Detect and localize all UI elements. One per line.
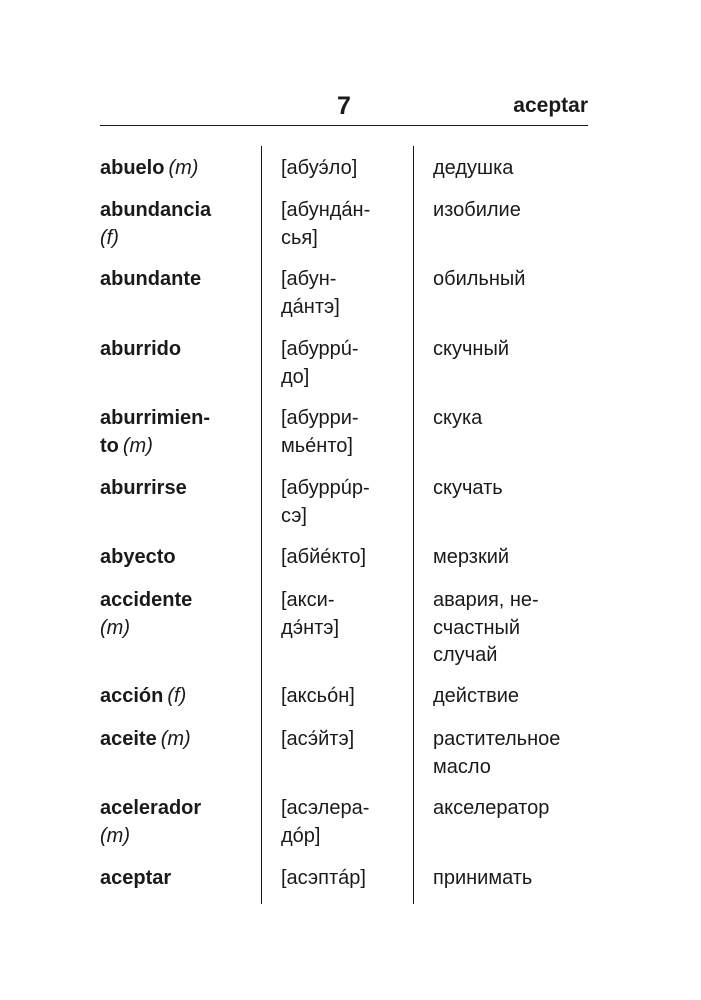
meaning-line: растительное: [433, 728, 561, 750]
transcription-line: до]: [281, 365, 310, 388]
meaning-cell: [433, 266, 593, 294]
transcription-cell: [281, 197, 409, 252]
meaning-line: принимать: [433, 867, 533, 889]
transcription-cell: [281, 336, 409, 391]
transcription-cell: [281, 587, 409, 642]
meaning-cell: [433, 795, 593, 823]
meaning-line: случай: [433, 644, 498, 666]
meaning-line: обильный: [433, 268, 526, 290]
column-divider-right: [413, 146, 414, 904]
headword-cell: [100, 155, 250, 183]
meaning-line: дедушка: [433, 157, 514, 179]
transcription-line: [абуррú-: [281, 338, 359, 360]
meaning-cell: [433, 197, 593, 225]
meaning-line: скучать: [433, 477, 503, 499]
transcription-cell: [281, 726, 409, 754]
transcription-cell: [281, 155, 409, 183]
transcription-cell: [281, 405, 409, 460]
transcription-line: [асэптáр]: [281, 867, 366, 889]
transcription-line: [абурри-: [281, 407, 359, 429]
headword: acelerador: [100, 797, 202, 819]
gender-label: (m): [168, 157, 199, 179]
headword: to: [100, 434, 119, 457]
headword: abuelo: [100, 157, 165, 179]
transcription-cell: [281, 795, 409, 850]
transcription-line: [абуэ́ло]: [281, 157, 358, 179]
meaning-line: масло: [433, 755, 491, 778]
meaning-line: авария, не-: [433, 589, 539, 611]
meaning-cell: [433, 865, 593, 893]
headword: abyecto: [100, 546, 176, 568]
transcription-line: [акси-: [281, 589, 335, 611]
page-number: 7: [337, 92, 351, 120]
transcription-line: [асэ́йтэ]: [281, 728, 355, 750]
meaning-cell: [433, 683, 593, 711]
headword: abundante: [100, 268, 202, 290]
headword-cell: [100, 865, 250, 893]
meaning-cell: [433, 336, 593, 364]
meaning-cell: [433, 726, 593, 781]
headword-cell: [100, 266, 250, 294]
transcription-line: [абйе́кто]: [281, 546, 367, 568]
meaning-line: изобилие: [433, 199, 521, 221]
headword-cell: [100, 197, 250, 252]
headword: abundancia: [100, 199, 212, 221]
meaning-line: действие: [433, 685, 520, 707]
gender-label: (m): [100, 824, 130, 847]
transcription-line: дóр]: [281, 824, 321, 847]
meaning-cell: [433, 405, 593, 433]
gender-label: (m): [122, 434, 153, 457]
transcription-cell: [281, 683, 409, 711]
headword: aceptar: [100, 867, 172, 889]
transcription-line: сья]: [281, 226, 318, 249]
headword: aburrirse: [100, 477, 187, 499]
meaning-line: счастный: [433, 616, 521, 639]
page-header: [100, 92, 588, 126]
column-divider-left: [261, 146, 262, 904]
header-rule: [100, 125, 588, 126]
headword-cell: [100, 726, 250, 754]
headword-cell: [100, 587, 250, 642]
headword: accidente: [100, 589, 193, 611]
meaning-cell: [433, 475, 593, 503]
transcription-line: сэ]: [281, 504, 307, 527]
meaning-cell: [433, 155, 593, 183]
transcription-cell: [281, 475, 409, 530]
headword-cell: [100, 683, 250, 711]
transcription-line: [абундáн-: [281, 199, 371, 221]
meaning-line: мерзкий: [433, 546, 510, 568]
gender-label: (m): [160, 728, 191, 750]
gender-label: (m): [100, 616, 130, 639]
transcription-line: [абун-: [281, 268, 337, 290]
headword-cell: [100, 795, 250, 850]
meaning-line: акселератор: [433, 797, 550, 819]
gender-label: (f): [100, 226, 119, 249]
headword: aburrimien-: [100, 407, 211, 429]
meaning-line: скука: [433, 407, 483, 429]
guide-word: aceptar: [513, 94, 588, 117]
transcription-line: [аксьóн]: [281, 685, 355, 707]
headword: aceite: [100, 728, 157, 750]
transcription-line: [абуррúр-: [281, 477, 370, 499]
headword: acción: [100, 685, 164, 707]
headword-cell: [100, 544, 250, 572]
transcription-cell: [281, 266, 409, 321]
headword: aburrido: [100, 338, 182, 360]
headword-cell: [100, 336, 250, 364]
headword-cell: [100, 405, 250, 460]
meaning-line: скучный: [433, 338, 509, 360]
transcription-line: мье́нто]: [281, 434, 353, 457]
meaning-cell: [433, 587, 593, 670]
headword-cell: [100, 475, 250, 503]
transcription-line: дэ́нтэ]: [281, 616, 340, 639]
transcription-cell: [281, 544, 409, 572]
gender-label: (f): [167, 685, 187, 707]
meaning-cell: [433, 544, 593, 572]
transcription-cell: [281, 865, 409, 893]
transcription-line: дáнтэ]: [281, 295, 340, 318]
transcription-line: [асэлера-: [281, 797, 370, 819]
